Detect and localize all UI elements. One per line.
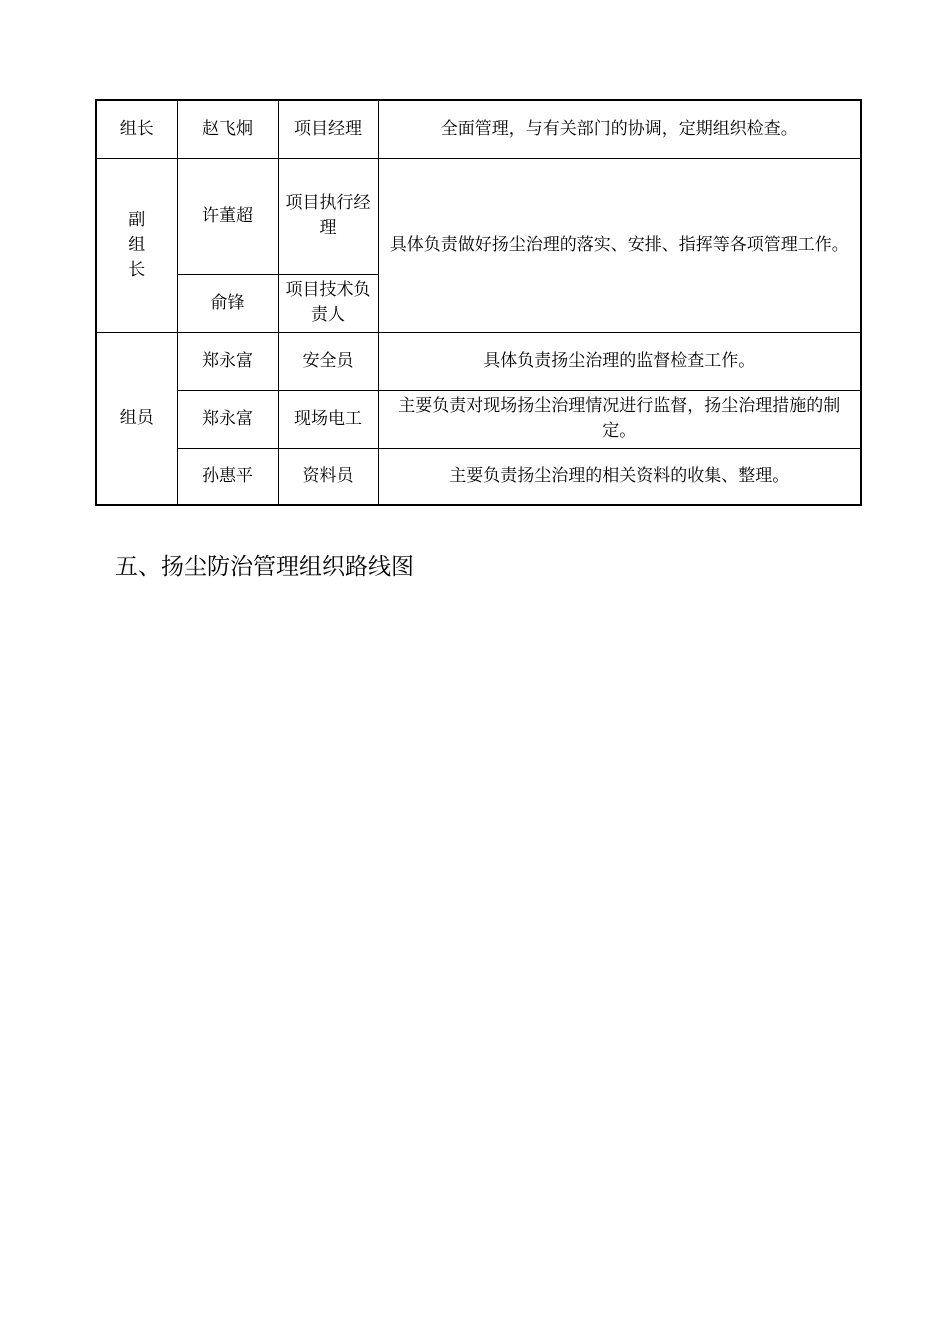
role-cell-members: 组员 bbox=[96, 332, 177, 505]
duty-cell: 主要负责扬尘治理的相关资料的收集、整理。 bbox=[378, 448, 861, 505]
post-cell: 安全员 bbox=[278, 332, 378, 390]
post-cell: 项目技术负责人 bbox=[278, 274, 378, 332]
post-cell: 项目经理 bbox=[278, 100, 378, 158]
role-cell-leader: 组长 bbox=[96, 100, 177, 158]
duty-cell: 具体负责扬尘治理的监督检查工作。 bbox=[378, 332, 861, 390]
responsibility-table bbox=[95, 99, 862, 506]
name-cell: 赵飞炯 bbox=[177, 100, 278, 158]
post-cell: 资料员 bbox=[278, 448, 378, 505]
name-cell: 许董超 bbox=[177, 158, 278, 274]
duty-cell: 具体负责做好扬尘治理的落实、安排、指挥等各项管理工作。 bbox=[378, 158, 861, 332]
table-row-leader bbox=[96, 100, 861, 158]
name-cell: 孙惠平 bbox=[177, 448, 278, 505]
table-row-member-1 bbox=[96, 332, 861, 390]
table-row-member-2 bbox=[96, 390, 861, 448]
table-row-deputy-1 bbox=[96, 158, 861, 274]
role-label-deputy: 副组长 bbox=[128, 209, 146, 280]
duty-cell: 主要负责对现场扬尘治理情况进行监督，扬尘治理措施的制定。 bbox=[378, 390, 861, 448]
role-cell-deputy bbox=[96, 158, 177, 332]
section-heading: 五、扬尘防治管理组织路线图 bbox=[115, 554, 414, 580]
post-cell: 项目执行经理 bbox=[278, 158, 378, 274]
duty-cell: 全面管理，与有关部门的协调，定期组织检查。 bbox=[378, 100, 861, 158]
post-cell: 现场电工 bbox=[278, 390, 378, 448]
name-cell: 俞锋 bbox=[177, 274, 278, 332]
name-cell: 郑永富 bbox=[177, 332, 278, 390]
name-cell: 郑永富 bbox=[177, 390, 278, 448]
table-row-member-3 bbox=[96, 448, 861, 505]
